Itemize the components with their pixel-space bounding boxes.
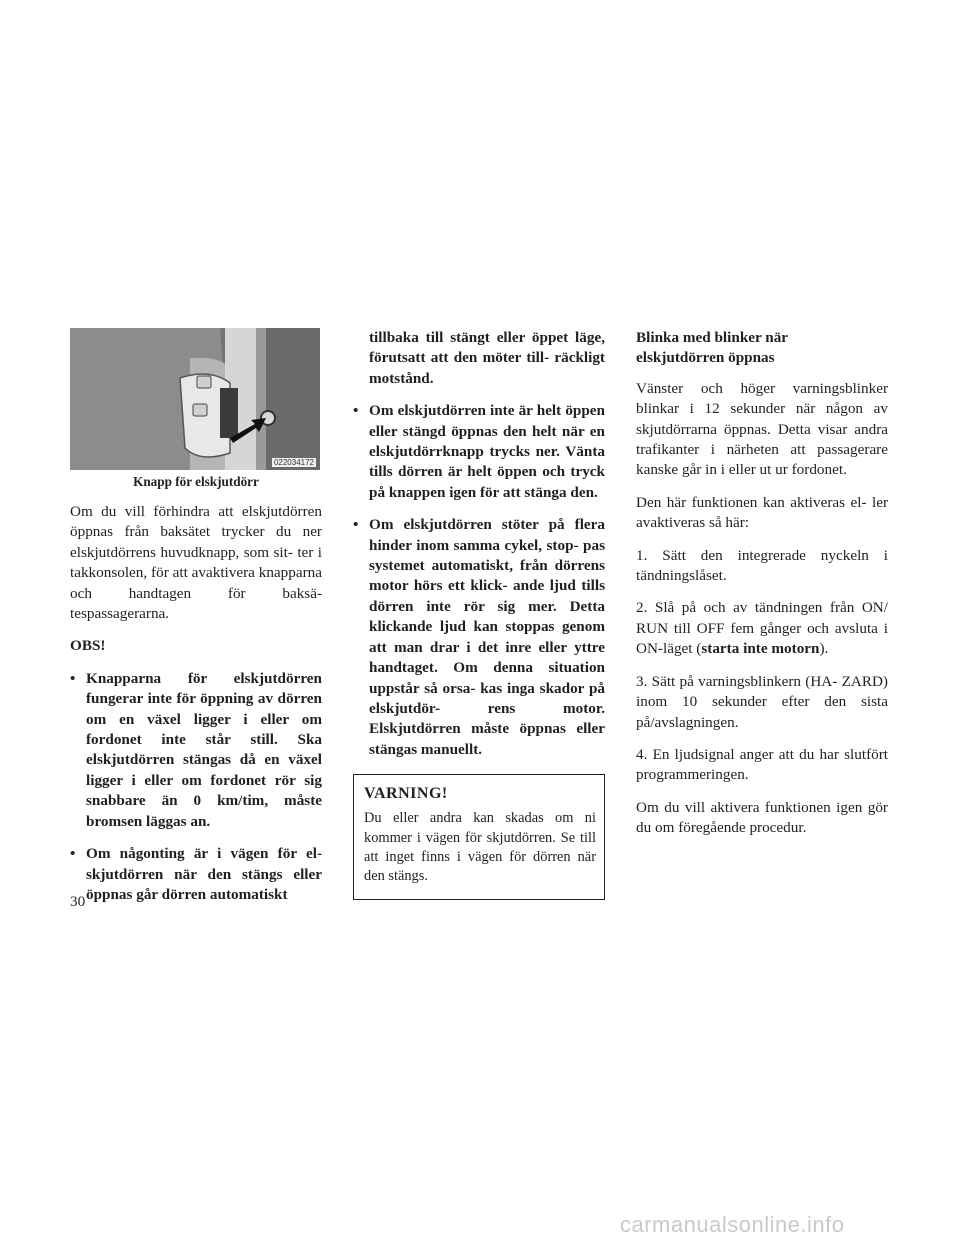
list-item-continuation: tillbaka till stängt eller öppet läge, förutsatt att den möter till- räckligt motstånd. [369,329,605,387]
column-2 [353,328,605,900]
figure-code: 022034172 [273,458,314,467]
column-3 [636,328,888,839]
bullet-list [353,328,605,760]
paragraph: Vänster och höger varningsblinker blinkar i 12 sekunder när någon av skjutdörrarna öppnas. Detta visar andra trafikanter i närheten att passagerare kanske går in i eller ut ur fordonet. [636,379,888,479]
paragraph: Om du vill förhindra att elskjutdörren öppnas från baksätet trycker du ner elskjutdörrens huvudknapp, som sit- ter i takkonsolen, för att avaktivera knapparna och handtagen för baksä- tespassagerarna. [70,503,322,623]
step-1: 1. Sätt den integrerade nyckeln i tändningslåset. [636,546,888,585]
paragraph: Om du vill aktivera funktionen igen gör du om föregående procedur. [636,798,888,837]
obs-label: OBS! [70,637,106,655]
warning-box [353,774,605,900]
step-3: 3. Sätt på varningsblinkern (HA- ZARD) inom 10 sekunder efter den sista på/avslagningen. [636,672,888,731]
warning-text: Du eller andra kan skadas om ni kommer i vägen för skjutdörren. Se till att inget finns i vägen för dörren när den stängs. [364,810,596,885]
watermark: carmanualsonline.info [620,1212,845,1237]
bullet-list [70,669,322,905]
paragraph: Den här funktionen kan aktiveras el- ler avaktiveras så här: [636,493,888,532]
list-item: • Om elskjutdörren stöter på flera hinder inom samma cykel, stop- pas systemet automatiskt, från dörrens motor hörs ett klick- ande ljud tills dörren inte rör sig mer. Detta klickande ljud kan stoppas genom att man drar i det inre eller yttre handtaget. Om denna situation uppstår så orsa- kas inga skador på elskjutdör- rens motor. Elskjutdörren måste öppnas eller stängas manuellt. [353,516,605,758]
warning-title: VARNING! [364,785,448,803]
list-item: • Om någonting är i vägen för el- skjutdörren när den stängs eller öppnas går dörren automatiskt [70,845,322,903]
section-heading: Blinka med blinker när elskjutdörren öppnas [636,329,789,367]
door-button-illustration [70,328,320,470]
list-item: • Om elskjutdörren inte är helt öppen eller stängd öppnas den helt när en elskjutdörrknapp trycks ner. Vänta tills dörren är helt öppen och tryck på knappen igen för att stänga den. [353,402,605,501]
step-2: 2. Slå på och av tändningen från ON/ RUN till OFF fem gånger och avsluta i ON-läget (starta inte motorn). [636,599,888,658]
column-1 [70,328,322,905]
door-panel-image [70,328,320,470]
figure-caption: Knapp för elskjutdörr [133,474,259,489]
step-4: 4. En ljudsignal anger att du har slutfört programmeringen. [636,745,888,784]
page-number: 30 [70,893,86,910]
list-item: • Knapparna för elskjutdörren fungerar inte för öppning av dörren om en växel ligger i eller om fordonet inte står still. Ska elskjutdörren stängas då en växel ligger i eller om fordonet rör sig snabbare än 0 km/tim, måste bromsen läggas an. [70,669,322,830]
